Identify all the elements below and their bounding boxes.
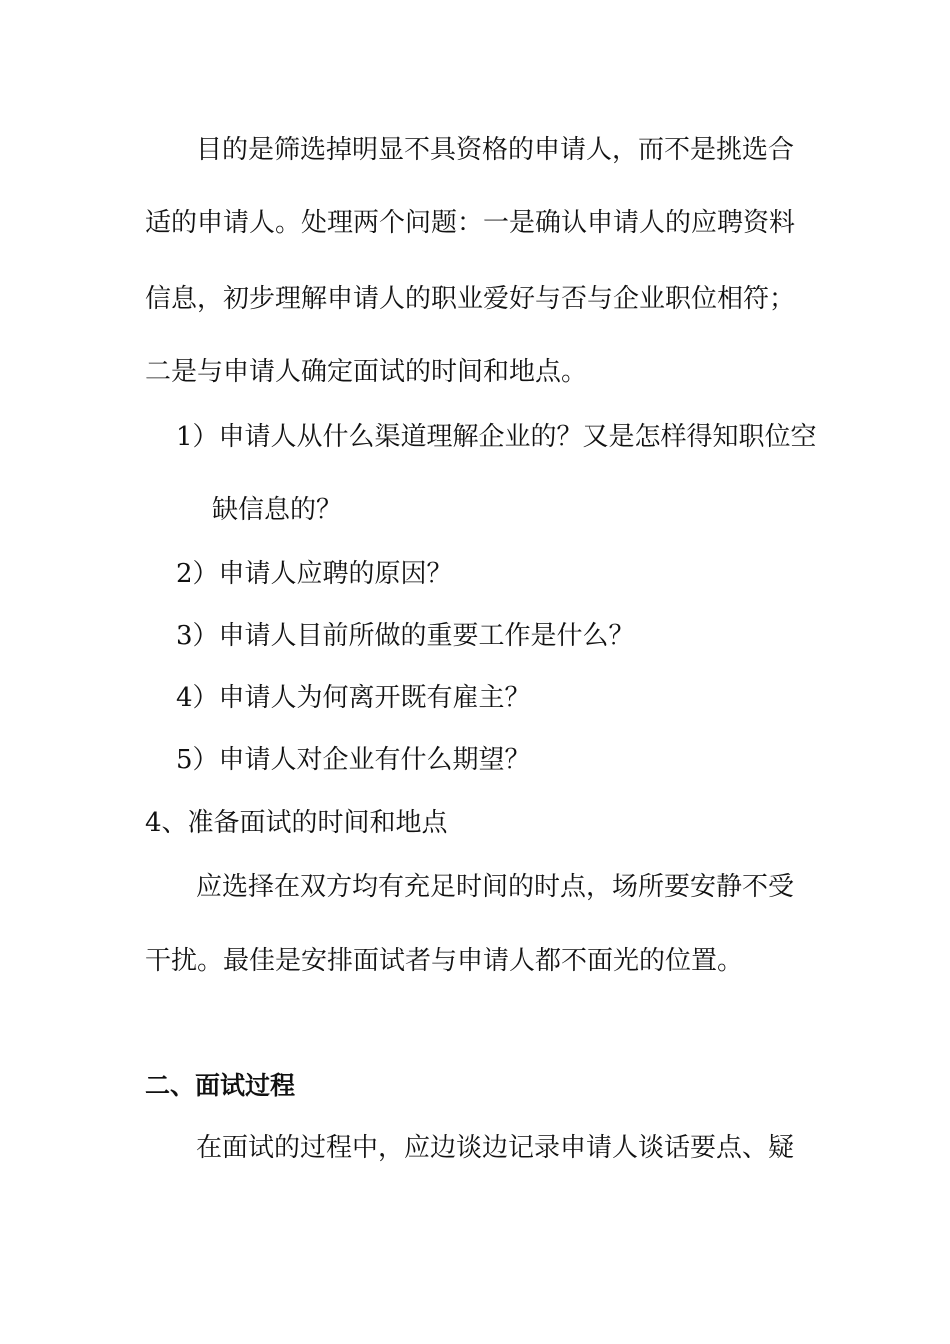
section4-line-1: 应选择在双方均有充足时间的时点，场所要安静不受 <box>196 872 795 902</box>
question-2: 2）申请人应聘的原因？ <box>176 559 453 589</box>
question-4: 4）申请人为何离开既有雇主？ <box>176 683 531 713</box>
section4-line-2: 干扰。最佳是安排面试者与申请人都不面光的位置。 <box>145 946 744 976</box>
section-two-line-1: 在面试的过程中，应边谈边记录申请人谈话要点、疑 <box>196 1133 795 1163</box>
paragraph1-line-1: 目的是筛选掉明显不具资格的申请人，而不是挑选合 <box>196 135 795 165</box>
paragraph1-line-3: 信息，初步理解申请人的职业爱好与否与企业职位相符； <box>145 284 796 314</box>
question-1-line-1: 1）申请人从什么渠道理解企业的？又是怎样得知职位空 <box>176 422 817 452</box>
paragraph1-line-4: 二是与申请人确定面试的时间和地点。 <box>145 357 588 387</box>
question-5: 5）申请人对企业有什么期望？ <box>176 745 531 775</box>
question-3: 3）申请人目前所做的重要工作是什么？ <box>176 621 635 651</box>
question-1-line-2: 缺信息的？ <box>212 495 343 525</box>
section4-title: 4、准备面试的时间和地点 <box>145 808 448 838</box>
section-two-heading: 二、面试过程 <box>145 1071 296 1100</box>
paragraph1-line-2: 适的申请人。处理两个问题：一是确认申请人的应聘资料 <box>145 208 796 238</box>
